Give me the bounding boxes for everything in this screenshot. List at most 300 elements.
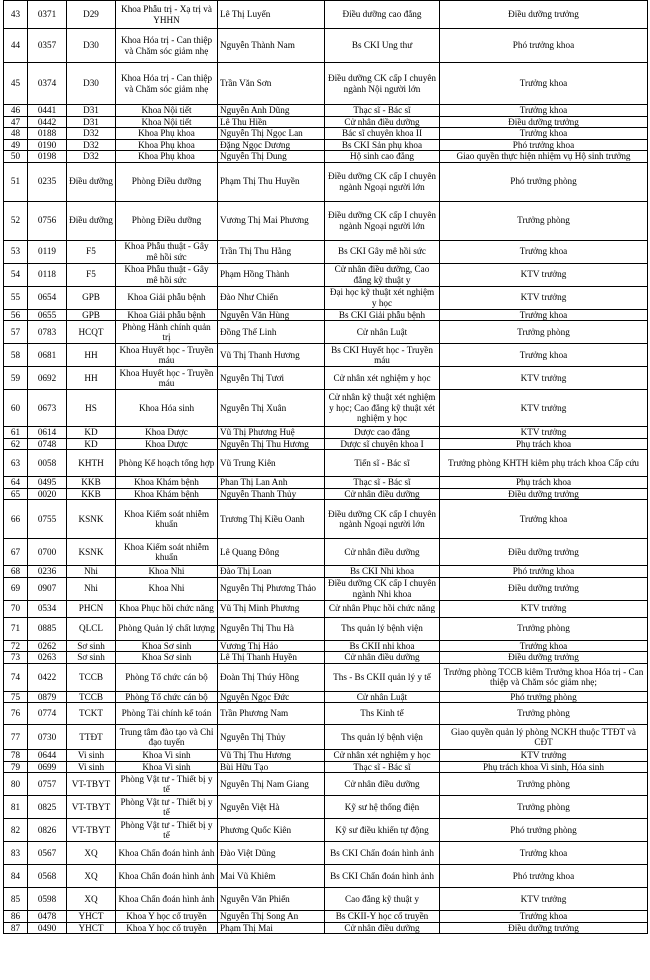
unit-name-cell: Khoa Hóa trị - Can thiệp và Chăm sóc giảm nhẹ — [116, 63, 218, 105]
row-number-cell: 70 — [4, 600, 28, 617]
department-code-cell: Nhi — [67, 577, 116, 600]
department-code-cell: VT-TBYT — [67, 819, 116, 842]
department-code-cell: HS — [67, 390, 116, 427]
table-row — [4, 450, 648, 477]
unit-name-cell: Phòng Vật tư - Thiết bị y tế — [116, 819, 218, 842]
table-row — [4, 725, 648, 750]
staff-table — [3, 0, 648, 934]
qualification-cell: Thạc sĩ - Bác sĩ — [325, 761, 440, 773]
staff-code-cell: 0442 — [28, 116, 67, 128]
unit-name-cell: Khoa Khám bệnh — [116, 488, 218, 500]
row-number-cell: 65 — [4, 488, 28, 500]
row-number-cell: 76 — [4, 703, 28, 725]
table-row — [4, 922, 648, 934]
staff-name-cell: Phạm Hồng Thành — [218, 263, 325, 286]
qualification-cell: Kỹ sư điều khiển tự động — [325, 819, 440, 842]
qualification-cell: Điều dưỡng CK cấp I chuyên ngành Ngoại người lớn — [325, 500, 440, 539]
unit-name-cell: Phòng Hành chính quản trị — [116, 321, 218, 344]
table-row — [4, 888, 648, 911]
position-cell: Trưởng khoa — [440, 344, 648, 367]
staff-name-cell: Phan Thị Lan Anh — [218, 477, 325, 489]
position-cell: KTV trưởng — [440, 263, 648, 286]
row-number-cell: 66 — [4, 500, 28, 539]
position-cell: Trưởng khoa — [440, 63, 648, 105]
row-number-cell: 78 — [4, 750, 28, 762]
qualification-cell: Điều dưỡng cao đẳng — [325, 1, 440, 29]
department-code-cell: XQ — [67, 888, 116, 911]
unit-name-cell: Khoa Phục hồi chức năng — [116, 600, 218, 617]
department-code-cell: Vi sinh — [67, 750, 116, 762]
staff-name-cell: Vũ Thị Minh Phương — [218, 600, 325, 617]
staff-name-cell: Vương Thị Mai Phương — [218, 201, 325, 240]
row-number-cell: 54 — [4, 263, 28, 286]
unit-name-cell: Khoa Y học cổ truyền — [116, 911, 218, 923]
table-row — [4, 105, 648, 117]
staff-name-cell: Phạm Thị Thu Huyền — [218, 162, 325, 201]
position-cell: Giao quyền quản lý phòng NCKH thuộc TTĐT và CĐT — [440, 725, 648, 750]
qualification-cell: Bs CKI Huyết học - Truyền máu — [325, 344, 440, 367]
unit-name-cell: Khoa Nhi — [116, 577, 218, 600]
staff-code-cell: 0188 — [28, 128, 67, 140]
department-code-cell: Vi sinh — [67, 761, 116, 773]
staff-name-cell: Nguyễn Thị Dung — [218, 151, 325, 163]
qualification-cell: Cử nhân điều dưỡng — [325, 539, 440, 566]
unit-name-cell: Khoa Kiểm soát nhiễm khuẩn — [116, 539, 218, 566]
department-code-cell: TCCB — [67, 663, 116, 691]
position-cell: Phụ trách khoa — [440, 438, 648, 450]
qualification-cell: Ths Kinh tế — [325, 703, 440, 725]
staff-name-cell: Vũ Thị Thanh Hương — [218, 344, 325, 367]
qualification-cell: Điều dưỡng CK cấp I chuyên ngành Nhi khoa — [325, 577, 440, 600]
unit-name-cell: Phòng Tài chính kế toán — [116, 703, 218, 725]
table-row — [4, 128, 648, 140]
staff-code-cell: 0825 — [28, 796, 67, 819]
staff-code-cell: 0236 — [28, 566, 67, 578]
row-number-cell: 85 — [4, 888, 28, 911]
unit-name-cell: Phòng Tổ chức cán bộ — [116, 663, 218, 691]
unit-name-cell: Khoa Hóa trị - Can thiệp và Chăm sóc giảm nhẹ — [116, 29, 218, 63]
row-number-cell: 53 — [4, 240, 28, 263]
department-code-cell: KHTH — [67, 450, 116, 477]
staff-code-cell: 0371 — [28, 1, 67, 29]
department-code-cell: D29 — [67, 1, 116, 29]
staff-code-cell: 0568 — [28, 865, 67, 888]
position-cell: Trưởng khoa — [440, 640, 648, 652]
department-code-cell: D32 — [67, 139, 116, 151]
position-cell: Trưởng phòng — [440, 773, 648, 796]
position-cell: KTV trưởng — [440, 427, 648, 439]
table-row — [4, 367, 648, 390]
unit-name-cell: Khoa Phẫu trị - Xạ trị và YHHN — [116, 1, 218, 29]
table-row — [4, 263, 648, 286]
unit-name-cell: Khoa Phẫu thuật - Gây mê hồi sức — [116, 240, 218, 263]
staff-code-cell: 0755 — [28, 500, 67, 539]
position-cell: KTV trưởng — [440, 367, 648, 390]
row-number-cell: 45 — [4, 63, 28, 105]
row-number-cell: 71 — [4, 617, 28, 640]
staff-name-cell: Lê Thị Thanh Huyền — [218, 652, 325, 664]
staff-code-cell: 0885 — [28, 617, 67, 640]
department-code-cell: XQ — [67, 842, 116, 865]
staff-code-cell: 0774 — [28, 703, 67, 725]
staff-name-cell: Lê Quang Đông — [218, 539, 325, 566]
unit-name-cell: Khoa Kiểm soát nhiễm khuẩn — [116, 500, 218, 539]
qualification-cell: Thạc sĩ - Bác sĩ — [325, 477, 440, 489]
row-number-cell: 51 — [4, 162, 28, 201]
table-row — [4, 488, 648, 500]
staff-code-cell: 0748 — [28, 438, 67, 450]
department-code-cell: HH — [67, 344, 116, 367]
table-row — [4, 663, 648, 691]
qualification-cell: Thạc sĩ - Bác sĩ — [325, 105, 440, 117]
department-code-cell: VT-TBYT — [67, 773, 116, 796]
unit-name-cell: Khoa Hóa sinh — [116, 390, 218, 427]
unit-name-cell: Khoa Y học cổ truyền — [116, 922, 218, 934]
unit-name-cell: Khoa Phụ khoa — [116, 139, 218, 151]
unit-name-cell: Khoa Sơ sinh — [116, 652, 218, 664]
position-cell: Phụ trách khoa — [440, 477, 648, 489]
qualification-cell: Dược cao đẳng — [325, 427, 440, 439]
qualification-cell: Cử nhân Phục hồi chức năng — [325, 600, 440, 617]
unit-name-cell: Khoa Dược — [116, 427, 218, 439]
staff-code-cell: 0756 — [28, 201, 67, 240]
department-code-cell: GPB — [67, 309, 116, 321]
department-code-cell: Điều dưỡng — [67, 162, 116, 201]
department-code-cell: QLCL — [67, 617, 116, 640]
staff-code-cell: 0534 — [28, 600, 67, 617]
staff-code-cell: 0879 — [28, 691, 67, 703]
qualification-cell: Cử nhân Luật — [325, 691, 440, 703]
row-number-cell: 47 — [4, 116, 28, 128]
qualification-cell: Dược sĩ chuyên khoa I — [325, 438, 440, 450]
department-code-cell: PHCN — [67, 600, 116, 617]
staff-code-cell: 0826 — [28, 819, 67, 842]
qualification-cell: Cử nhân xét nghiệm y học — [325, 750, 440, 762]
table-row — [4, 116, 648, 128]
position-cell: Phó trưởng khoa — [440, 29, 648, 63]
row-number-cell: 86 — [4, 911, 28, 923]
unit-name-cell: Trung tâm đào tạo và Chỉ đạo tuyến — [116, 725, 218, 750]
row-number-cell: 62 — [4, 438, 28, 450]
position-cell: Phó trưởng khoa — [440, 566, 648, 578]
unit-name-cell: Khoa Chẩn đoán hình ảnh — [116, 842, 218, 865]
staff-code-cell: 0692 — [28, 367, 67, 390]
qualification-cell: Điều dưỡng CK cấp I chuyên ngành Ngoại người lớn — [325, 162, 440, 201]
table-row — [4, 151, 648, 163]
table-row — [4, 703, 648, 725]
qualification-cell: Bs CKI Ung thư — [325, 29, 440, 63]
staff-code-cell: 0490 — [28, 922, 67, 934]
unit-name-cell: Khoa Nội tiết — [116, 105, 218, 117]
staff-name-cell: Nguyễn Thanh Thủy — [218, 488, 325, 500]
qualification-cell: Điều dưỡng CK cấp I chuyên ngành Ngoại người lớn — [325, 201, 440, 240]
qualification-cell: Ths quản lý bệnh viện — [325, 725, 440, 750]
table-row — [4, 600, 648, 617]
department-code-cell: KKB — [67, 488, 116, 500]
unit-name-cell: Khoa Chẩn đoán hình ảnh — [116, 865, 218, 888]
table-row — [4, 344, 648, 367]
department-code-cell: Nhi — [67, 566, 116, 578]
department-code-cell: TCCB — [67, 691, 116, 703]
staff-name-cell: Nguyễn Thị Phương Thảo — [218, 577, 325, 600]
unit-name-cell: Khoa Giải phẫu bệnh — [116, 286, 218, 309]
staff-name-cell: Vũ Trung Kiên — [218, 450, 325, 477]
table-row — [4, 427, 648, 439]
row-number-cell: 52 — [4, 201, 28, 240]
position-cell: Trưởng phòng — [440, 703, 648, 725]
row-number-cell: 81 — [4, 796, 28, 819]
qualification-cell: Bs CKI Giải phẫu bệnh — [325, 309, 440, 321]
staff-name-cell: Nguyễn Thị Thu Hà — [218, 617, 325, 640]
row-number-cell: 80 — [4, 773, 28, 796]
department-code-cell: TTĐT — [67, 725, 116, 750]
row-number-cell: 60 — [4, 390, 28, 427]
staff-name-cell: Trương Thị Kiều Oanh — [218, 500, 325, 539]
department-code-cell: D31 — [67, 116, 116, 128]
staff-name-cell: Đào Thị Loan — [218, 566, 325, 578]
department-code-cell: TCKT — [67, 703, 116, 725]
table-row — [4, 640, 648, 652]
staff-name-cell: Nguyễn Văn Phiến — [218, 888, 325, 911]
department-code-cell: KD — [67, 438, 116, 450]
table-row — [4, 865, 648, 888]
unit-name-cell: Khoa Nhi — [116, 566, 218, 578]
unit-name-cell: Khoa Dược — [116, 438, 218, 450]
row-number-cell: 82 — [4, 819, 28, 842]
row-number-cell: 49 — [4, 139, 28, 151]
unit-name-cell: Khoa Khám bệnh — [116, 477, 218, 489]
table-row — [4, 286, 648, 309]
qualification-cell: Cử nhân điều dưỡng, Cao đẳng kỹ thuật y — [325, 263, 440, 286]
unit-name-cell: Khoa Vi sinh — [116, 750, 218, 762]
table-row — [4, 691, 648, 703]
qualification-cell: Cử nhân Luật — [325, 321, 440, 344]
qualification-cell: Bs CKI Chẩn đoán hình ảnh — [325, 865, 440, 888]
staff-name-cell: Nguyễn Thị Tươi — [218, 367, 325, 390]
department-code-cell: YHCT — [67, 922, 116, 934]
qualification-cell: Cử nhân điều dưỡng — [325, 652, 440, 664]
department-code-cell: HH — [67, 367, 116, 390]
staff-code-cell: 0730 — [28, 725, 67, 750]
staff-code-cell: 0235 — [28, 162, 67, 201]
staff-code-cell: 0058 — [28, 450, 67, 477]
unit-name-cell: Khoa Chẩn đoán hình ảnh — [116, 888, 218, 911]
staff-name-cell: Đoàn Thị Thúy Hồng — [218, 663, 325, 691]
department-code-cell: F5 — [67, 240, 116, 263]
row-number-cell: 57 — [4, 321, 28, 344]
table-row — [4, 617, 648, 640]
department-code-cell: Sơ sinh — [67, 652, 116, 664]
staff-code-cell: 0757 — [28, 773, 67, 796]
staff-code-cell: 0020 — [28, 488, 67, 500]
position-cell: Điều dưỡng trưởng — [440, 652, 648, 664]
table-row — [4, 390, 648, 427]
row-number-cell: 56 — [4, 309, 28, 321]
position-cell: Trưởng phòng TCCB kiêm Trưởng khoa Hóa trị - Can thiệp và Chăm sóc giảm nhẹ; — [440, 663, 648, 691]
staff-code-cell: 0422 — [28, 663, 67, 691]
staff-code-cell: 0118 — [28, 263, 67, 286]
table-row — [4, 309, 648, 321]
staff-name-cell: Phạm Thị Mai — [218, 922, 325, 934]
staff-name-cell: Nguyễn Thị Ngọc Lan — [218, 128, 325, 140]
row-number-cell: 63 — [4, 450, 28, 477]
row-number-cell: 87 — [4, 922, 28, 934]
position-cell: Giao quyền thực hiện nhiệm vụ Hộ sinh trưởng — [440, 151, 648, 163]
staff-code-cell: 0567 — [28, 842, 67, 865]
department-code-cell: Điều dưỡng — [67, 201, 116, 240]
staff-name-cell: Đồng Thế Linh — [218, 321, 325, 344]
qualification-cell: Điều dưỡng CK cấp I chuyên ngành Nội người lớn — [325, 63, 440, 105]
position-cell: Trưởng khoa — [440, 240, 648, 263]
department-code-cell: XQ — [67, 865, 116, 888]
department-code-cell: GPB — [67, 286, 116, 309]
qualification-cell: Hộ sinh cao đẳng — [325, 151, 440, 163]
position-cell: Phó trưởng phòng — [440, 691, 648, 703]
row-number-cell: 46 — [4, 105, 28, 117]
qualification-cell: Bs CKI Chẩn đoán hình ảnh — [325, 842, 440, 865]
position-cell: Trưởng khoa — [440, 500, 648, 539]
staff-code-cell: 0598 — [28, 888, 67, 911]
unit-name-cell: Khoa Huyết học - Truyền máu — [116, 367, 218, 390]
staff-code-cell: 0699 — [28, 761, 67, 773]
position-cell: Trưởng phòng — [440, 321, 648, 344]
staff-code-cell: 0262 — [28, 640, 67, 652]
staff-code-cell: 0654 — [28, 286, 67, 309]
unit-name-cell: Khoa Huyết học - Truyền máu — [116, 344, 218, 367]
position-cell: Điều dưỡng trưởng — [440, 922, 648, 934]
row-number-cell: 43 — [4, 1, 28, 29]
position-cell: Điều dưỡng trưởng — [440, 1, 648, 29]
staff-name-cell: Nguyễn Thị Xuân — [218, 390, 325, 427]
qualification-cell: Bs CKII nhi khoa — [325, 640, 440, 652]
qualification-cell: Cử nhân xét nghiệm y học — [325, 367, 440, 390]
table-row — [4, 750, 648, 762]
row-number-cell: 73 — [4, 652, 28, 664]
unit-name-cell: Khoa Phẫu thuật - Gây mê hồi sức — [116, 263, 218, 286]
staff-name-cell: Mai Vũ Khiêm — [218, 865, 325, 888]
unit-name-cell: Khoa Vi sinh — [116, 761, 218, 773]
unit-name-cell: Phòng Vật tư - Thiết bị y tế — [116, 773, 218, 796]
department-code-cell: KSNK — [67, 539, 116, 566]
row-number-cell: 68 — [4, 566, 28, 578]
row-number-cell: 72 — [4, 640, 28, 652]
qualification-cell: Bs CKI Gây mê hồi sức — [325, 240, 440, 263]
department-code-cell: D32 — [67, 151, 116, 163]
qualification-cell: Ths - Bs CKII quản lý y tế — [325, 663, 440, 691]
staff-name-cell: Vương Thị Hảo — [218, 640, 325, 652]
unit-name-cell: Phòng Kế hoạch tổng hợp — [116, 450, 218, 477]
staff-code-cell: 0681 — [28, 344, 67, 367]
position-cell: Trưởng phòng — [440, 796, 648, 819]
table-row — [4, 652, 648, 664]
unit-name-cell: Khoa Nội tiết — [116, 116, 218, 128]
qualification-cell: Đại học kỹ thuật xét nghiệm y học — [325, 286, 440, 309]
table-row — [4, 162, 648, 201]
unit-name-cell: Phòng Vật tư - Thiết bị y tế — [116, 796, 218, 819]
row-number-cell: 77 — [4, 725, 28, 750]
staff-name-cell: Nguyễn Anh Dũng — [218, 105, 325, 117]
unit-name-cell: Khoa Sơ sinh — [116, 640, 218, 652]
staff-table-body — [4, 1, 648, 934]
department-code-cell: VT-TBYT — [67, 796, 116, 819]
department-code-cell: D30 — [67, 29, 116, 63]
staff-name-cell: Lê Thu Hiền — [218, 116, 325, 128]
department-code-cell: HCQT — [67, 321, 116, 344]
qualification-cell: Tiến sĩ - Bác sĩ — [325, 450, 440, 477]
staff-code-cell: 0644 — [28, 750, 67, 762]
table-row — [4, 29, 648, 63]
department-code-cell: D31 — [67, 105, 116, 117]
position-cell: Phó trưởng khoa — [440, 139, 648, 151]
row-number-cell: 79 — [4, 761, 28, 773]
position-cell: Điều dưỡng trưởng — [440, 539, 648, 566]
table-row — [4, 761, 648, 773]
staff-name-cell: Nguyễn Thị Nam Giang — [218, 773, 325, 796]
table-row — [4, 1, 648, 29]
row-number-cell: 44 — [4, 29, 28, 63]
staff-name-cell: Trần Thị Thu Hằng — [218, 240, 325, 263]
table-row — [4, 539, 648, 566]
row-number-cell: 48 — [4, 128, 28, 140]
department-code-cell: D32 — [67, 128, 116, 140]
table-row — [4, 438, 648, 450]
qualification-cell: Cử nhân điều dưỡng — [325, 773, 440, 796]
department-code-cell: Sơ sinh — [67, 640, 116, 652]
staff-code-cell: 0119 — [28, 240, 67, 263]
qualification-cell: Cử nhân điều dưỡng — [325, 116, 440, 128]
department-code-cell: KKB — [67, 477, 116, 489]
position-cell: Phụ trách khoa Vi sinh, Hóa sinh — [440, 761, 648, 773]
table-row — [4, 577, 648, 600]
staff-name-cell: Bùi Hữu Tạo — [218, 761, 325, 773]
unit-name-cell: Phòng Quản lý chất lượng — [116, 617, 218, 640]
table-row — [4, 63, 648, 105]
qualification-cell: Cao đẳng kỹ thuật y — [325, 888, 440, 911]
position-cell: Trưởng phòng — [440, 617, 648, 640]
staff-code-cell: 0441 — [28, 105, 67, 117]
row-number-cell: 74 — [4, 663, 28, 691]
unit-name-cell: Phòng Điều dưỡng — [116, 201, 218, 240]
unit-name-cell: Khoa Giải phẫu bệnh — [116, 309, 218, 321]
document-page — [3, 0, 647, 934]
staff-name-cell: Lê Thị Luyến — [218, 1, 325, 29]
staff-code-cell: 0263 — [28, 652, 67, 664]
row-number-cell: 84 — [4, 865, 28, 888]
department-code-cell: F5 — [67, 263, 116, 286]
staff-name-cell: Đặng Ngọc Dương — [218, 139, 325, 151]
staff-code-cell: 0190 — [28, 139, 67, 151]
staff-code-cell: 0907 — [28, 577, 67, 600]
department-code-cell: KD — [67, 427, 116, 439]
position-cell: KTV trưởng — [440, 600, 648, 617]
qualification-cell: Cử nhân kỹ thuật xét nghiệm y học; Cao đẳng kỹ thuật xét nghiệm y học — [325, 390, 440, 427]
row-number-cell: 75 — [4, 691, 28, 703]
position-cell: Điều dưỡng trưởng — [440, 577, 648, 600]
qualification-cell: Cử nhân điều dưỡng — [325, 922, 440, 934]
qualification-cell: Kỹ sư hệ thống điện — [325, 796, 440, 819]
position-cell: KTV trưởng — [440, 750, 648, 762]
staff-code-cell: 0673 — [28, 390, 67, 427]
table-row — [4, 566, 648, 578]
position-cell: Phó trưởng phòng — [440, 162, 648, 201]
position-cell: KTV trưởng — [440, 390, 648, 427]
row-number-cell: 64 — [4, 477, 28, 489]
table-row — [4, 842, 648, 865]
staff-name-cell: Nguyễn Thị Thủy — [218, 725, 325, 750]
table-row — [4, 796, 648, 819]
staff-code-cell: 0357 — [28, 29, 67, 63]
staff-name-cell: Vũ Thị Phương Huệ — [218, 427, 325, 439]
